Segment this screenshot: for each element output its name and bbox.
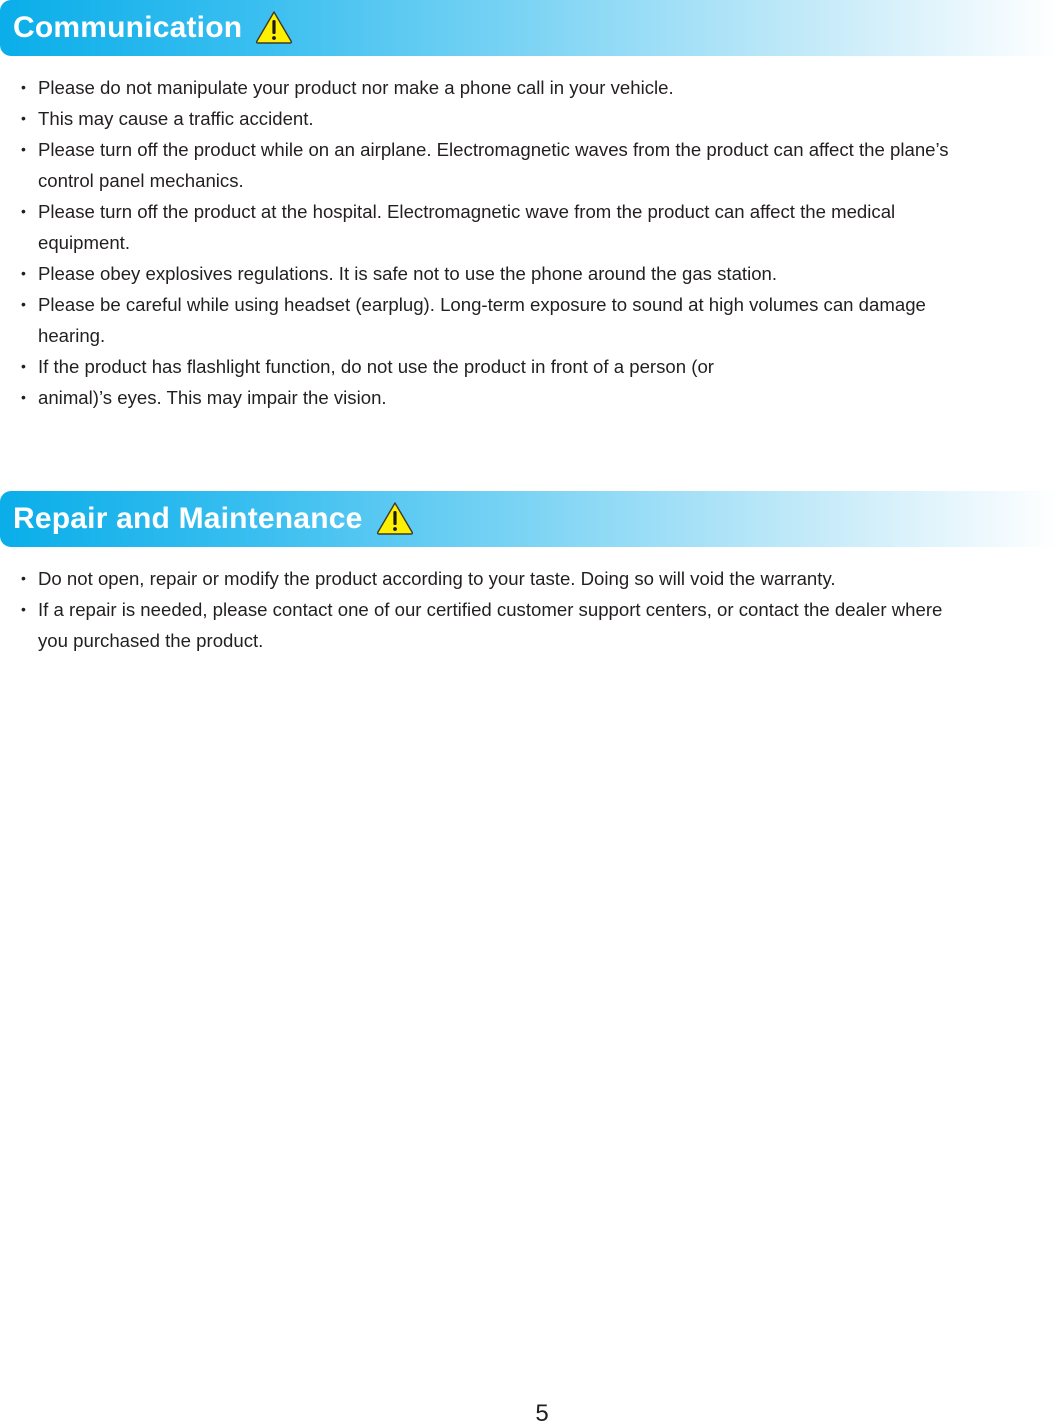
list-item: • This may cause a traffic accident. xyxy=(0,103,949,134)
section-title: Communication xyxy=(13,11,243,44)
bullet-icon: • xyxy=(21,265,26,281)
list-item: • If the product has flashlight function, do not use the product in front of a person (or xyxy=(0,351,949,382)
list-item: • animal)’s eyes. This may impair the vision. xyxy=(0,382,949,413)
repair-maintenance-list xyxy=(0,563,942,656)
list-item-continuation: equipment. xyxy=(38,232,130,253)
bullet-icon: • xyxy=(21,601,26,617)
list-item: • Please be careful while using headset (earplug). Long-term exposure to sound at high volumes can damage xyxy=(0,289,949,320)
list-item-continuation: you purchased the product. xyxy=(38,630,264,651)
list-item: • If a repair is needed, please contact one of our certified customer support centers, or contact the dealer where xyxy=(0,594,942,625)
bullet-icon: • xyxy=(21,389,26,405)
bullet-icon: • xyxy=(21,79,26,95)
bullet-icon: • xyxy=(21,110,26,126)
list-item-continuation: control panel mechanics. xyxy=(38,170,244,191)
section-header-repair-and-maintenance xyxy=(0,491,1058,547)
bullet-icon: • xyxy=(21,570,26,586)
list-item: • Please obey explosives regulations. It is safe not to use the phone around the gas station. xyxy=(0,258,949,289)
list-item: • Do not open, repair or modify the product according to your taste. Doing so will void the warranty. xyxy=(0,563,942,594)
warning-triangle-icon xyxy=(376,501,414,535)
list-item-continuation: hearing. xyxy=(38,325,106,346)
list-item: • Please do not manipulate your product nor make a phone call in your vehicle. xyxy=(0,72,949,103)
list-item: • Please turn off the product at the hospital. Electromagnetic wave from the product can affect the medical xyxy=(0,196,949,227)
bullet-icon: • xyxy=(21,141,26,157)
bullet-icon: • xyxy=(21,358,26,374)
page-number: 5 xyxy=(535,1400,549,1427)
communication-list xyxy=(0,72,949,413)
bullet-icon: • xyxy=(21,203,26,219)
warning-triangle-icon xyxy=(255,10,293,44)
section-header-communication xyxy=(0,0,1058,56)
list-item: • Please turn off the product while on an airplane. Electromagnetic waves from the product can affect the plane’s xyxy=(0,134,949,165)
bullet-icon: • xyxy=(21,296,26,312)
section-title: Repair and Maintenance xyxy=(13,502,363,535)
